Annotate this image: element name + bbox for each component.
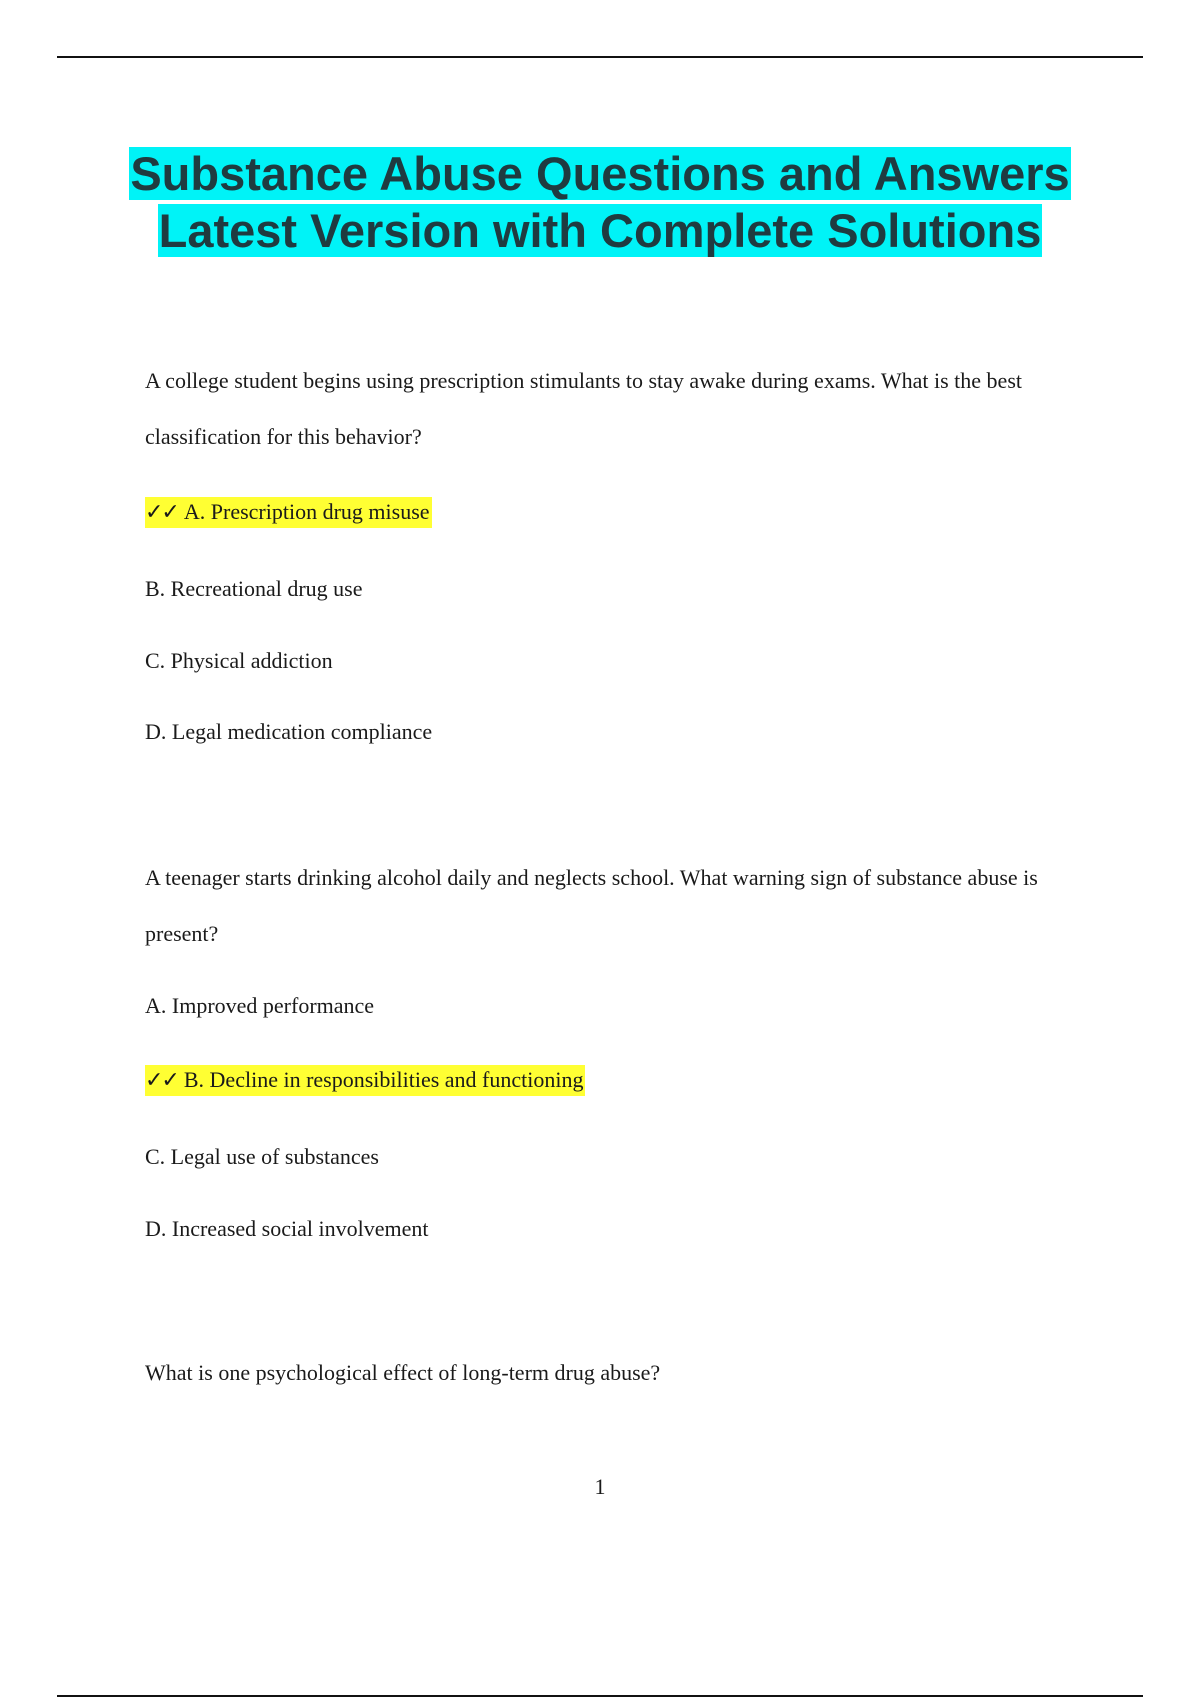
option-label: A. Prescription drug misuse xyxy=(183,499,430,524)
answer-option: D. Legal medication compliance xyxy=(145,719,433,744)
double-check-icon: ✓✓ xyxy=(145,1068,178,1093)
answer-option-correct xyxy=(145,1067,585,1093)
answer-option: A. Improved performance xyxy=(145,993,375,1018)
answer-option: C. Legal use of substances xyxy=(145,1144,379,1169)
answer-option: C. Physical addiction xyxy=(145,648,333,673)
page-number: 1 xyxy=(594,1474,606,1499)
title-block xyxy=(57,145,1143,259)
answer-option: D. Increased social involvement xyxy=(145,1216,429,1241)
question-text: A college student begins using prescription stimulants to stay awake during exams. What is the best classification for this behavior? xyxy=(145,368,1022,449)
top-rule xyxy=(57,56,1143,58)
answer-option: B. Recreational drug use xyxy=(145,576,363,601)
question-text: A teenager starts drinking alcohol daily and neglects school. What warning sign of substance abuse is present? xyxy=(145,865,1038,946)
double-check-icon: ✓✓ xyxy=(145,500,178,525)
page-title: Substance Abuse Questions and Answers Latest Version with Complete Solutions xyxy=(130,147,1070,257)
option-label: B. Decline in responsibilities and functioning xyxy=(183,1067,584,1092)
answer-option-correct xyxy=(145,499,432,525)
question-text: What is one psychological effect of long-term drug abuse? xyxy=(145,1360,661,1385)
bottom-rule xyxy=(57,1695,1143,1697)
